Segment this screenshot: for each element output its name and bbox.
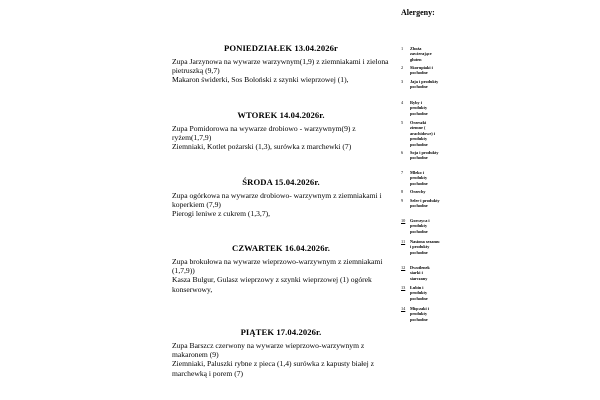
- allergen-item: [401, 170, 461, 186]
- allergen-label: Dwutlenek siarki i siarczany: [410, 265, 430, 281]
- allergen-title: Alergeny:: [401, 8, 435, 17]
- main-dish-line: Ziemniaki, Paluszki rybne z pieca (1,4) surówka z kapusty białej z marchewką i porem (7): [172, 359, 375, 378]
- soup-line: Zupa Pomidorowa na wywarze drobiowo - warzywnym(9) z ryżem(1,7,9): [172, 124, 356, 143]
- day-heading: CZWARTEK 16.04.2026r.: [232, 243, 330, 253]
- soup-line: Zupa brokułowa na wywarze wieprzowo-warzywnym z ziemniakami (1,7,9)): [172, 257, 383, 276]
- allergen-item: [401, 306, 461, 322]
- allergen-number: 10: [401, 218, 406, 223]
- day-heading: WTOREK 14.04.2026r.: [237, 110, 325, 120]
- allergen-item: [401, 79, 461, 90]
- allergen-number: 8: [401, 189, 404, 194]
- allergen-label: Łubin i produkty pochodne: [410, 285, 428, 301]
- allergen-number: 6: [401, 150, 404, 155]
- allergen-item: [401, 285, 461, 301]
- day-heading: PIĄTEK 17.04.2026r.: [240, 327, 322, 337]
- allergen-item: [401, 198, 461, 209]
- allergen-item: [401, 239, 461, 255]
- allergen-label: Nasiona sezamu i produkty pochodne: [410, 239, 440, 255]
- allergen-number: 3: [401, 79, 404, 84]
- allergen-label: Zboża zawierające gluten: [410, 46, 432, 62]
- day-heading: PONIEDZIAŁEK 13.04.2026r: [224, 43, 338, 53]
- soup-line: Zupa Barszcz czerwony na wywarze wieprzowo-warzywnym z makaronem (9): [172, 341, 365, 360]
- day-heading: ŚRODA 15.04.2026r.: [242, 177, 320, 187]
- main-dish-line: Ziemniaki, Kotlet pożarski (1,3), surówka z marchewki (7): [172, 142, 352, 152]
- allergen-number: 9: [401, 198, 404, 203]
- allergen-label: Mięczaki i produkty pochodne: [410, 306, 429, 322]
- main-dish-line: Pierogi leniwe z cukrem (1,3,7),: [172, 209, 271, 219]
- allergen-label: Seler i produkty pochodne: [410, 198, 440, 209]
- day-wednesday: [172, 177, 390, 219]
- allergen-number: 13: [401, 285, 406, 290]
- allergen-item: [401, 100, 461, 116]
- allergen-number: 5: [401, 120, 404, 125]
- allergen-number: 14: [401, 306, 406, 311]
- soup-line: Zupa Jarzynowa na wywarze warzywnym(1,9) z ziemniakami i zielona pietruszką (9,7): [172, 57, 389, 76]
- allergen-label: Orzeszki ziemne ( arachidowe) i produkty pochodne: [410, 120, 435, 147]
- day-tuesday: [172, 110, 390, 152]
- allergen-label: Ryby i produkty pochodne: [410, 100, 428, 116]
- allergen-item: [401, 265, 461, 281]
- allergen-number: 11: [401, 239, 406, 244]
- allergen-label: Soja i produkty pochodne: [410, 150, 439, 161]
- allergen-label: Jaja i produkty pochodne: [410, 79, 439, 90]
- allergen-number: 2: [401, 65, 404, 70]
- allergen-item: [401, 120, 461, 147]
- allergen-item: [401, 65, 461, 76]
- main-dish-line: Makaron świderki, Sos Boloński z szynki wieprzowej (1),: [172, 75, 349, 85]
- allergen-item: [401, 218, 461, 234]
- allergen-number: 7: [401, 170, 404, 175]
- allergen-item: [401, 189, 461, 194]
- day-monday: [172, 43, 390, 85]
- allergen-item: [401, 46, 461, 62]
- allergen-number: 1: [401, 46, 404, 51]
- allergen-number: 12: [401, 265, 406, 270]
- day-thursday: [172, 243, 390, 294]
- allergen-item: [401, 150, 461, 161]
- allergen-label: Orzechy: [410, 189, 426, 194]
- day-friday: [172, 327, 390, 378]
- allergen-label: Mleko i produkty pochodne: [410, 170, 428, 186]
- allergen-label: Gorczyca i produkty pochodne: [410, 218, 430, 234]
- main-dish-line: Kasza Bulgur, Gulasz wieprzowy z szynki wieprzowej (1) ogórek konserwowy,: [172, 275, 372, 294]
- allergen-label: Skorupiaki i pochodne: [410, 65, 433, 76]
- allergen-number: 4: [401, 100, 404, 105]
- soup-line: Zupa ogórkowa na wywarze drobiowo- warzywnym z ziemniakami i koperkiem (7,9): [172, 191, 382, 210]
